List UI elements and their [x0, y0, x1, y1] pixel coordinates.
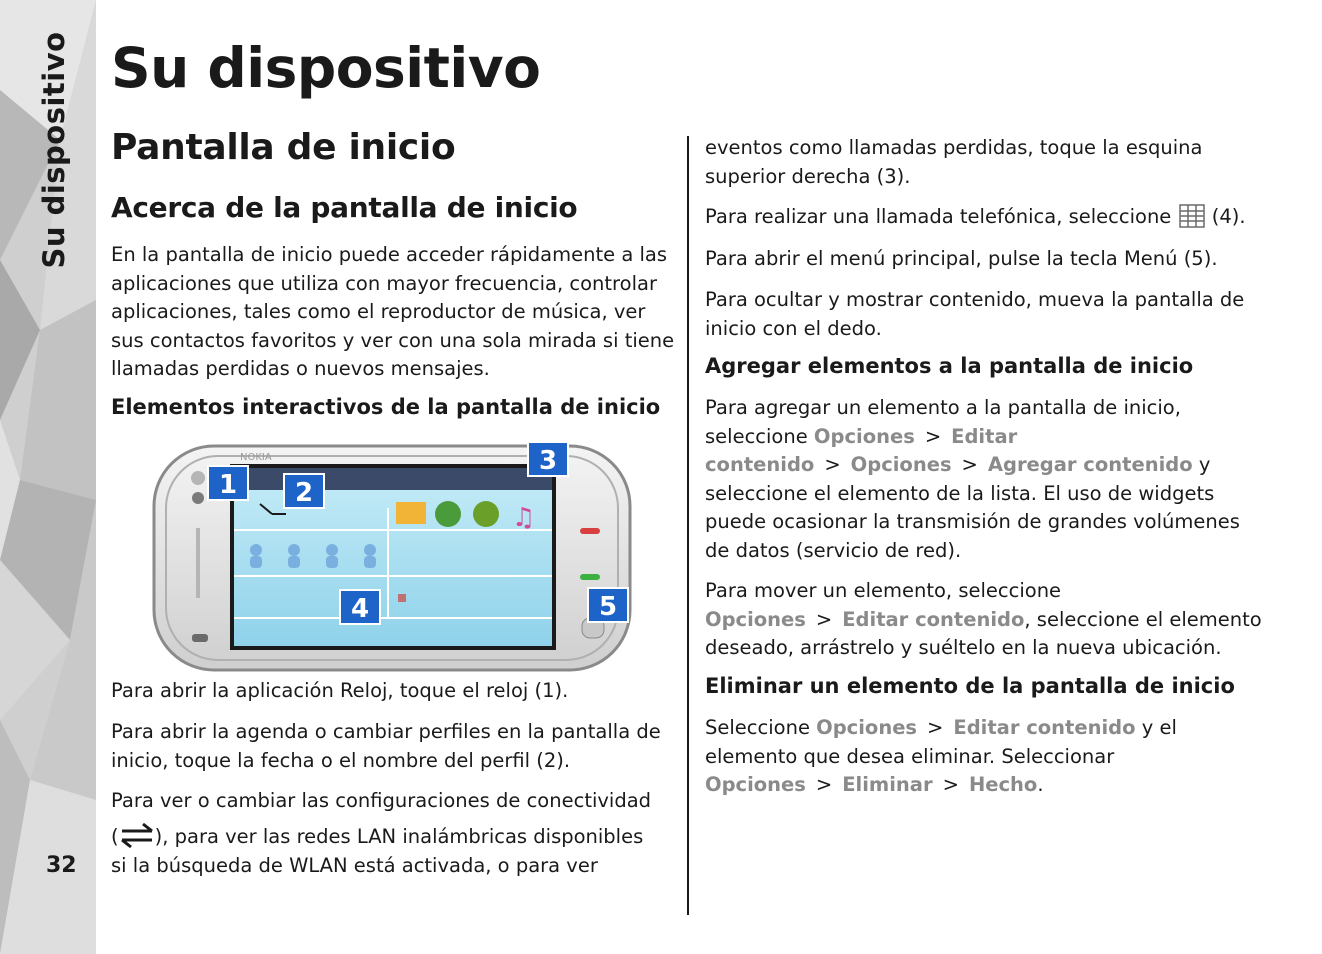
- nokia-device-image: [150, 438, 638, 674]
- add-text-2: y seleccione el elemento de la lista. El uso de widgets puede ocasionar la transmisión de grandes volúmenes de datos (servicio de red).: [705, 453, 1240, 562]
- connectivity-icon: [119, 821, 155, 849]
- add-heading: Agregar elementos a la pantalla de inicio: [705, 354, 1194, 378]
- page-number: 32: [46, 853, 77, 878]
- connectivity-line-2-text: ), para ver las redes LAN inalámbricas disponibles: [154, 825, 644, 848]
- menu-separator: >: [815, 607, 833, 631]
- menu-opciones: Opciones: [705, 607, 806, 631]
- move-text-1: Para mover un elemento, seleccione: [705, 579, 1062, 602]
- agenda-paragraph: Para abrir la agenda o cambiar perfiles en la pantalla de inicio, toque la fecha o el nombre del perfil (2).: [111, 720, 661, 772]
- sidebar-title: Su dispositivo: [37, 31, 71, 269]
- svg-text:3: 3: [538, 446, 558, 476]
- add-text-1: Para agregar un elemento a la pantalla de inicio, seleccione: [705, 396, 1181, 448]
- del-text-2: y el elemento que desea eliminar. Seleccionar: [705, 716, 1177, 768]
- callout-3: [528, 442, 568, 476]
- callout-2: [284, 474, 324, 508]
- call-text: Para realizar una llamada telefónica, seleccione: [705, 205, 1172, 228]
- callout-4: [340, 590, 380, 624]
- device-brand: NOKIA: [240, 452, 272, 463]
- svg-text:♫: ♫: [512, 503, 536, 533]
- call-text-end: (4).: [1211, 205, 1246, 228]
- interactive-heading: Elementos interactivos de la pantalla de inicio: [111, 395, 661, 419]
- menu-separator: >: [961, 453, 978, 476]
- menu-separator: >: [815, 773, 833, 796]
- menu-opciones: Opciones: [705, 773, 806, 796]
- connectivity-line-1: Para ver o cambiar las configuraciones de conectividad: [111, 789, 652, 812]
- svg-text:4: 4: [350, 594, 370, 624]
- delete-paragraph: [705, 714, 1270, 800]
- delete-heading: Eliminar un elemento de la pantalla de inicio: [705, 674, 1235, 698]
- column-divider: [687, 136, 689, 915]
- menu-hecho: Hecho: [968, 773, 1038, 796]
- del-text-1: Seleccione: [705, 716, 817, 739]
- menu-editar-contenido: Editar contenido: [705, 424, 1018, 476]
- menu-separator: >: [942, 773, 959, 796]
- section-title: Pantalla de inicio: [111, 127, 456, 168]
- page-title: Su dispositivo: [111, 36, 541, 100]
- dialer-grid-icon: [1178, 203, 1206, 229]
- call-paragraph: [705, 203, 1246, 232]
- callout-5: [588, 588, 628, 622]
- add-paragraph: [705, 394, 1270, 565]
- hide-paragraph: Para ocultar y mostrar contenido, mueva la pantalla de inicio con el dedo.: [705, 288, 1245, 340]
- del-text-3: .: [1037, 773, 1044, 796]
- menu-paragraph: Para abrir el menú principal, pulse la tecla Menú (5).: [705, 247, 1218, 270]
- subsection-title: Acerca de la pantalla de inicio: [111, 191, 578, 224]
- connectivity-line-2: [111, 821, 643, 852]
- menu-agregar-contenido: Agregar contenido: [987, 453, 1193, 476]
- move-text-2: , seleccione el elemento deseado, arrástrelo y suéltelo en la nueva ubicación.: [705, 607, 1262, 659]
- clock-paragraph: Para abrir la aplicación Reloj, toque el reloj (1).: [111, 679, 569, 702]
- events-paragraph: eventos como llamadas perdidas, toque la esquina superior derecha (3).: [705, 136, 1203, 188]
- svg-text:2: 2: [294, 478, 314, 508]
- menu-separator: >: [927, 716, 944, 739]
- menu-separator: >: [924, 424, 942, 448]
- svg-text:1: 1: [218, 470, 238, 500]
- menu-opciones-1: Opciones: [813, 424, 915, 448]
- sidebar: [0, 0, 96, 954]
- move-paragraph: [705, 577, 1270, 663]
- menu-opciones: Opciones: [816, 716, 918, 739]
- menu-editar-contenido: Editar contenido: [842, 607, 1025, 631]
- home-screen-figure: [150, 438, 638, 674]
- menu-opciones-2: Opciones: [850, 453, 952, 476]
- callout-1: [208, 466, 248, 500]
- svg-text:5: 5: [598, 592, 618, 622]
- menu-eliminar: Eliminar: [842, 773, 933, 796]
- menu-editar-contenido: Editar contenido: [953, 716, 1136, 739]
- intro-paragraph: En la pantalla de inicio puede acceder rápidamente a las aplicaciones que utiliza con mayor frecuencia, controlar aplicaciones, tales como el reproductor de música, ver sus contactos favoritos y ver con una sola mirada si tiene llamadas perdidas o nuevos mensajes.: [111, 243, 675, 380]
- connectivity-line-3: si la búsqueda de WLAN está activada, o para ver: [111, 854, 598, 877]
- menu-separator: >: [824, 453, 841, 476]
- paren-open: (: [111, 825, 119, 848]
